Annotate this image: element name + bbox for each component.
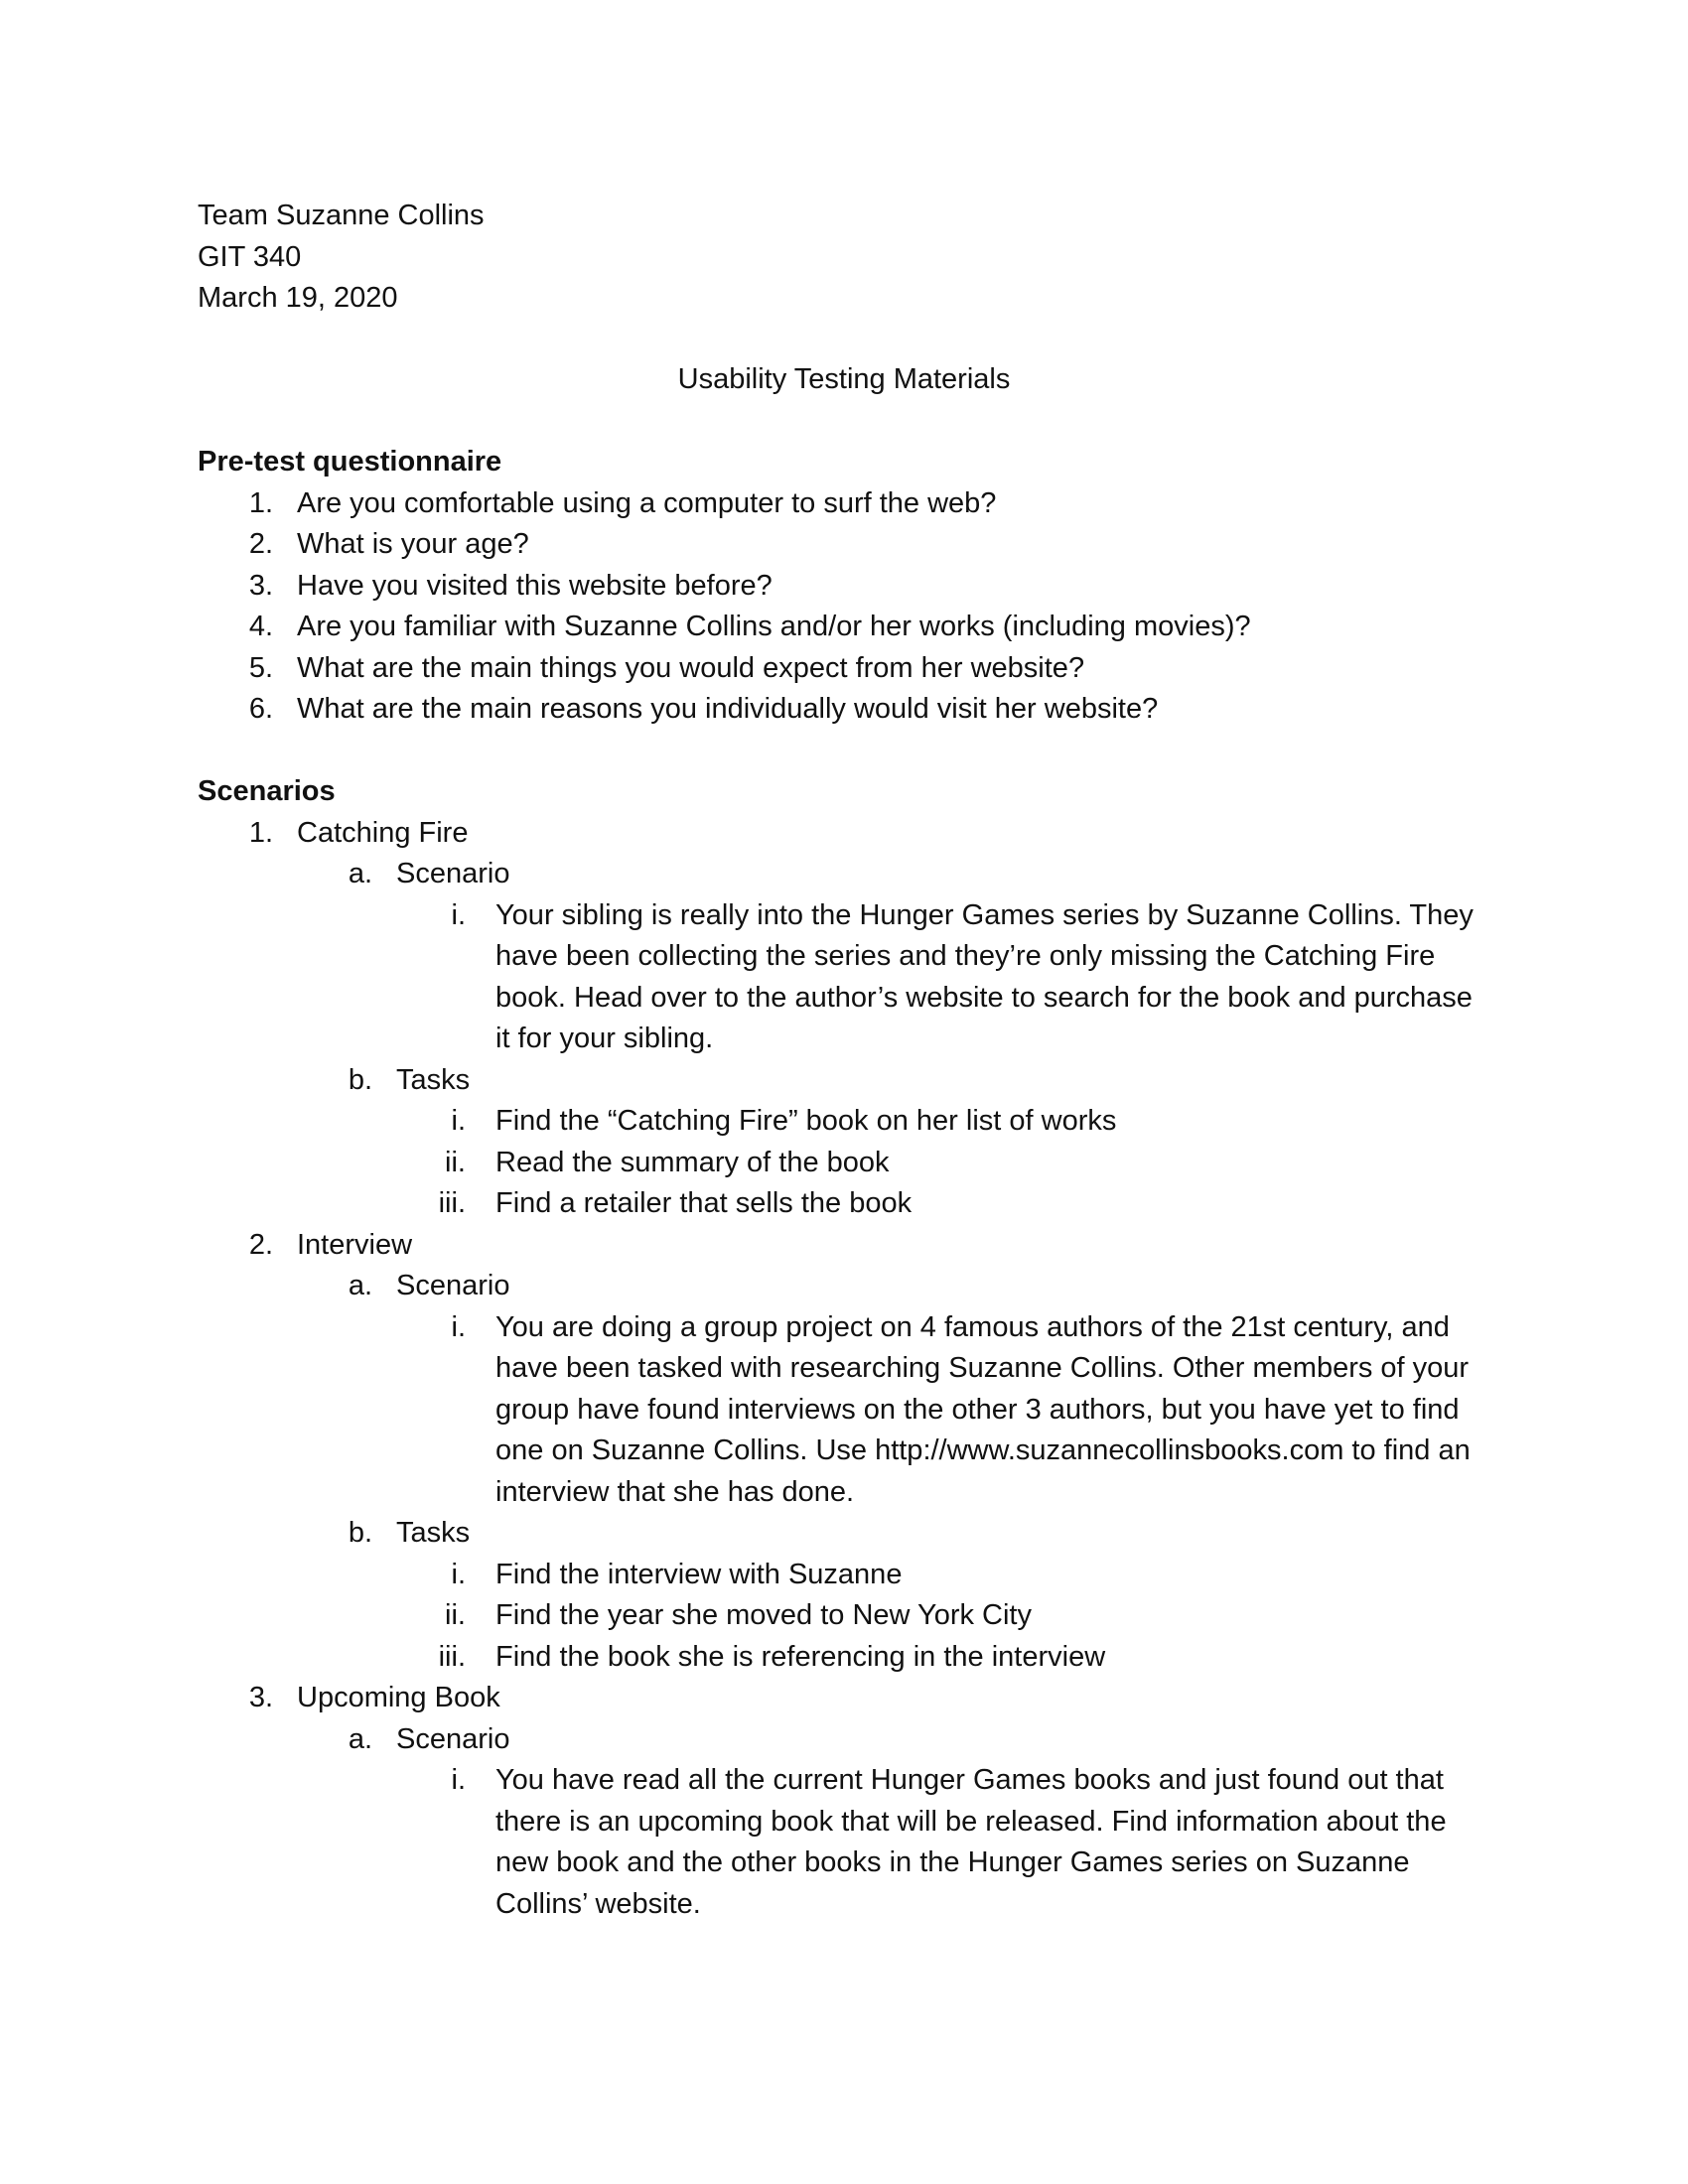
task-text: Find the interview with Suzanne: [495, 1558, 903, 1590]
team-name: Team Suzanne Collins: [198, 200, 485, 231]
task-text: Read the summary of the book: [495, 1146, 890, 1178]
list-letter: a.: [348, 1270, 372, 1301]
task-text: Find a retailer that sells the book: [495, 1187, 913, 1219]
scenario-item: [198, 1678, 1488, 1719]
list-item: [198, 689, 1488, 731]
list-number: 5.: [248, 651, 273, 684]
scenario-label: Scenario: [396, 1270, 510, 1301]
scenarios-heading: Scenarios: [198, 775, 336, 807]
task-item: [198, 1101, 1488, 1143]
scenario-description: You are doing a group project on 4 famous authors of the 21st century, and have been tasked with researching Suzanne Collins. Other members of your group have found interviews on the other 3 authors, but you have yet to find one on Suzanne Collins. Use http://www.suzannecollinsbooks.com to find an interview that she has done.: [495, 1310, 1471, 1508]
question-text: Are you comfortable using a computer to surf the web?: [297, 486, 997, 519]
list-number: 3.: [248, 569, 273, 602]
list-letter: b.: [348, 1517, 372, 1549]
question-text: What is your age?: [297, 528, 529, 560]
question-text: What are the main things you would expect from her website?: [297, 651, 1085, 684]
pretest-heading: Pre-test questionnaire: [198, 446, 502, 478]
list-item: [198, 648, 1488, 690]
list-roman: ii.: [445, 1599, 466, 1631]
scenario-description-row: [198, 895, 1488, 1060]
scenario-description-row: [198, 1760, 1488, 1925]
list-item: [198, 607, 1488, 648]
scenario-item: [198, 813, 1488, 855]
list-letter: a.: [348, 1722, 372, 1755]
list-roman: i.: [451, 1764, 466, 1796]
list-number: 1.: [248, 486, 273, 519]
list-number: 3.: [248, 1682, 273, 1713]
scenario-item: [198, 1225, 1488, 1267]
list-item: [198, 566, 1488, 608]
document-header: [198, 196, 485, 320]
question-text: What are the main reasons you individually would visit her website?: [297, 693, 1159, 725]
document-body: [198, 442, 1488, 1925]
scenario-label-row: [198, 1719, 1488, 1761]
tasks-label-row: [198, 1513, 1488, 1555]
scenario-label: Scenario: [396, 1722, 510, 1755]
scenario-name: Interview: [297, 1228, 413, 1261]
scenario-label-row: [198, 854, 1488, 895]
list-item: [198, 524, 1488, 566]
task-item: [198, 1637, 1488, 1679]
list-roman: i.: [451, 1310, 466, 1343]
list-number: 1.: [248, 816, 273, 849]
scenario-description: You have read all the current Hunger Games books and just found out that there is an upcoming book that will be released. Find information about the new book and the other books in the Hunger Games series on Suzanne Collins’ website.: [495, 1764, 1447, 1920]
tasks-label: Tasks: [396, 1063, 471, 1096]
list-roman: ii.: [445, 1146, 466, 1178]
scenario-label: Scenario: [396, 858, 510, 889]
list-number: 2.: [248, 1228, 273, 1261]
list-roman: i.: [451, 1558, 466, 1590]
task-item: [198, 1143, 1488, 1184]
scenario-description-row: [198, 1307, 1488, 1514]
list-number: 6.: [248, 693, 273, 725]
list-letter: a.: [348, 858, 372, 889]
task-text: Find the “Catching Fire” book on her list of works: [495, 1105, 1117, 1137]
tasks-label: Tasks: [396, 1517, 471, 1549]
list-roman: iii.: [438, 1187, 466, 1219]
task-text: Find the book she is referencing in the interview: [495, 1640, 1106, 1673]
scenario-label-row: [198, 1266, 1488, 1307]
list-roman: i.: [451, 898, 466, 931]
scenario-name: Upcoming Book: [297, 1682, 500, 1713]
spacer: [198, 731, 1488, 772]
tasks-label-row: [198, 1060, 1488, 1102]
question-text: Have you visited this website before?: [297, 569, 773, 602]
task-text: Find the year she moved to New York City: [495, 1599, 1032, 1631]
scenario-name: Catching Fire: [297, 816, 469, 849]
list-letter: b.: [348, 1063, 372, 1096]
list-roman: iii.: [438, 1640, 466, 1673]
task-item: [198, 1595, 1488, 1637]
task-item: [198, 1555, 1488, 1596]
course-code: GIT 340: [198, 240, 302, 273]
task-item: [198, 1183, 1488, 1225]
document-date: March 19, 2020: [198, 282, 398, 314]
list-roman: i.: [451, 1105, 466, 1137]
question-text: Are you familiar with Suzanne Collins and/or her works (including movies)?: [297, 611, 1251, 642]
list-number: 2.: [248, 528, 273, 560]
list-item: [198, 483, 1488, 525]
scenario-description: Your sibling is really into the Hunger Games series by Suzanne Collins. They have been collecting the series and they’re only missing the Catching Fire book. Head over to the author’s website to search for the book and purchase it for your sibling.: [495, 898, 1474, 1054]
document-title: Usability Testing Materials: [677, 363, 1011, 395]
list-number: 4.: [248, 611, 273, 642]
